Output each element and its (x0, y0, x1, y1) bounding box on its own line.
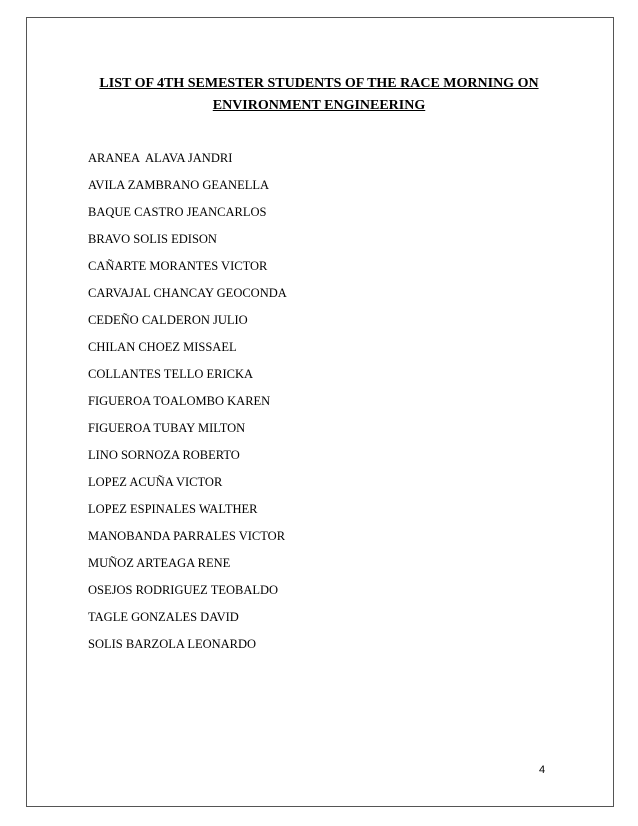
title-line-1: LIST OF 4TH SEMESTER STUDENTS OF THE RACE MORNING ON (99, 76, 539, 91)
title-line-2: ENVIRONMENT ENGINEERING (212, 98, 426, 113)
student-name: TAGLE GONZALES DAVID (88, 610, 239, 624)
student-name: SOLIS BARZOLA LEONARDO (88, 637, 257, 651)
student-name: CHILAN CHOEZ MISSAEL (88, 340, 237, 354)
student-name: FIGUEROA TUBAY MILTON (88, 421, 246, 435)
student-name: MUÑOZ ARTEAGA RENE (88, 556, 231, 570)
page-title (86, 73, 552, 117)
student-name: BAQUE CASTRO JEANCARLOS (88, 205, 267, 219)
student-name: ARANEA ALAVA JANDRI (88, 151, 233, 165)
page-number: 4 (539, 764, 546, 776)
student-name: OSEJOS RODRIGUEZ TEOBALDO (88, 583, 279, 597)
student-name: CARVAJAL CHANCAY GEOCONDA (88, 286, 287, 300)
student-name: LOPEZ ESPINALES WALTHER (88, 502, 258, 516)
student-name: COLLANTES TELLO ERICKA (88, 367, 254, 381)
student-name: BRAVO SOLIS EDISON (88, 232, 217, 246)
student-name: LINO SORNOZA ROBERTO (88, 448, 240, 462)
student-name: MANOBANDA PARRALES VICTOR (88, 529, 286, 543)
student-name: AVILA ZAMBRANO GEANELLA (88, 178, 270, 192)
student-name: LOPEZ ACUÑA VICTOR (88, 475, 223, 489)
student-list (88, 148, 287, 661)
student-name: CEDEÑO CALDERON JULIO (88, 313, 248, 327)
student-name: CAÑARTE MORANTES VICTOR (88, 259, 268, 273)
student-name: FIGUEROA TOALOMBO KAREN (88, 394, 271, 408)
